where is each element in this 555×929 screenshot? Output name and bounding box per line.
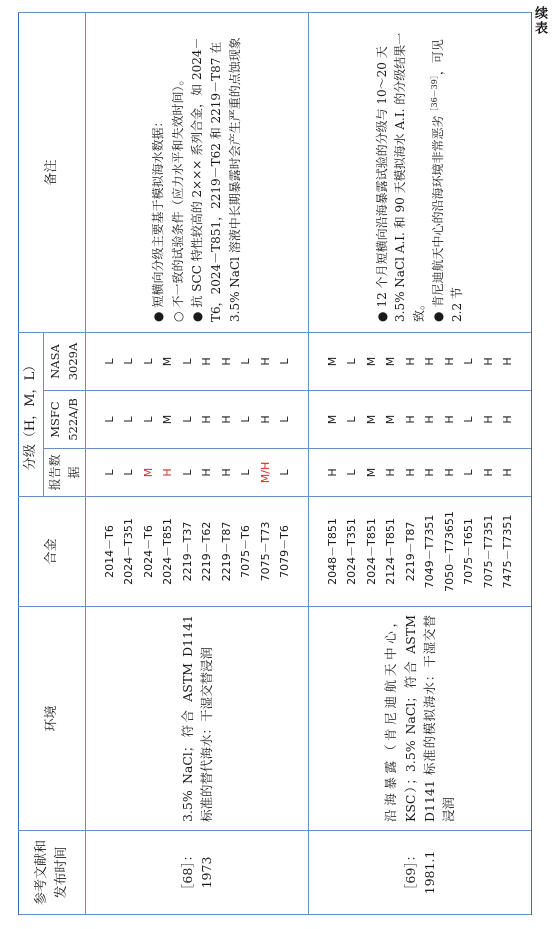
msfc-grade: H bbox=[501, 415, 515, 424]
note-item: ●肯尼迪航天中心的沿海环境非常恶劣$^{[36-39]}$，可见 2.2 节 bbox=[430, 39, 464, 322]
nasa-grade: M bbox=[384, 356, 398, 367]
msfc-grade: L bbox=[141, 416, 155, 423]
alloy-name: 7075－T6 bbox=[239, 525, 253, 578]
report-grade: H bbox=[481, 468, 495, 477]
header-grade: 分级（H，M，L） bbox=[19, 333, 44, 497]
alloy-name: 7075－T7351 bbox=[481, 514, 495, 589]
report-grade: H bbox=[200, 468, 214, 477]
alloy-list bbox=[86, 497, 309, 607]
nasa-grade: H bbox=[481, 357, 495, 366]
alloy-name: 2024－T6 bbox=[141, 525, 155, 578]
nasa-grade: L bbox=[122, 358, 136, 365]
alloy-name: 2048－T851 bbox=[325, 518, 339, 585]
note-item: ○不一致的试验条件（应力水平和失效时间）。 bbox=[170, 73, 185, 322]
report-grade: H bbox=[501, 468, 515, 477]
nasa-grade: H bbox=[258, 357, 272, 366]
alloy-name: 7475－T7351 bbox=[501, 514, 515, 589]
report-grade: L bbox=[122, 469, 136, 476]
continued-table-label: 续表 bbox=[532, 6, 547, 36]
msfc-grade: M bbox=[325, 414, 339, 425]
report-grade: H bbox=[423, 468, 437, 477]
nasa-grade: L bbox=[141, 358, 155, 365]
msfc-grade: L bbox=[180, 416, 194, 423]
alloy-name: 7050－T73651 bbox=[442, 511, 456, 592]
rotated-table-container bbox=[18, 13, 532, 915]
header-msfc: MSFC 522A/B bbox=[44, 391, 86, 449]
msfc-grade: L bbox=[278, 416, 292, 423]
report-grade-list bbox=[86, 449, 309, 497]
note-item: ●短横向分级主要基于模拟海水数据： bbox=[151, 115, 166, 322]
report-grade: L bbox=[462, 469, 476, 476]
alloy-name: 2024－T351 bbox=[122, 518, 136, 585]
msfc-grade-list bbox=[309, 391, 532, 449]
msfc-grade: H bbox=[442, 415, 456, 424]
ref-cell: ［68］：1973 bbox=[86, 831, 309, 915]
bullet-icon: ● bbox=[431, 311, 446, 322]
report-grade: L bbox=[239, 469, 253, 476]
nasa-grade: M bbox=[161, 356, 175, 367]
report-grade: L bbox=[345, 469, 359, 476]
environment-cell: 沿海暴露（肯尼迪航天中心，KSC）；3.5% NaCl；符合 ASTM D1141 标准的模拟海水：干湿交替浸润 bbox=[309, 607, 532, 831]
nasa-grade: M bbox=[364, 356, 378, 367]
citation-superscript: ［36－39］ bbox=[430, 75, 440, 116]
report-grade: H bbox=[325, 468, 339, 477]
report-grade: H bbox=[403, 468, 417, 477]
report-grade-list bbox=[309, 449, 532, 497]
alloy-name: 2219－T62 bbox=[200, 521, 214, 582]
nasa-grade: L bbox=[345, 358, 359, 365]
alloy-name: 7049－T7351 bbox=[423, 514, 437, 589]
report-grade: M bbox=[364, 467, 378, 478]
alloy-name: 7079－T6 bbox=[278, 525, 292, 578]
alloy-name: 2219－T87 bbox=[219, 521, 233, 582]
nasa-grade: H bbox=[442, 357, 456, 366]
alloy-name: 2024－T851 bbox=[364, 518, 378, 585]
bullet-icon: ● bbox=[190, 311, 205, 322]
msfc-grade-list bbox=[86, 391, 309, 449]
header-report: 报告数据 bbox=[44, 449, 86, 497]
report-grade: H bbox=[442, 468, 456, 477]
report-grade: M bbox=[141, 467, 155, 478]
environment-cell: 3.5% NaCl；符合 ASTM D1141 标准的替代海水：干湿交替浸润 bbox=[86, 607, 309, 831]
bullet-icon: ● bbox=[374, 311, 389, 322]
group-row-68 bbox=[86, 13, 309, 915]
msfc-grade: L bbox=[102, 416, 116, 423]
msfc-grade: H bbox=[258, 415, 272, 424]
msfc-grade: M bbox=[161, 414, 175, 425]
header-notes: 备注 bbox=[19, 13, 86, 333]
notes-cell bbox=[86, 13, 309, 333]
report-grade: M/H bbox=[258, 461, 272, 484]
alloy-name: 2219－T87 bbox=[403, 521, 417, 582]
nasa-grade: H bbox=[403, 357, 417, 366]
ref-cell: ［69］：1981.1 bbox=[309, 831, 532, 915]
group-row-69 bbox=[309, 13, 532, 915]
header-nasa: NASA 3029A bbox=[44, 333, 86, 391]
msfc-grade: H bbox=[423, 415, 437, 424]
nasa-grade: L bbox=[180, 358, 194, 365]
grading-table bbox=[18, 12, 532, 915]
nasa-grade: L bbox=[102, 358, 116, 365]
nasa-grade: H bbox=[501, 357, 515, 366]
notes-cell bbox=[309, 13, 532, 333]
report-grade: H bbox=[219, 468, 233, 477]
report-grade: H bbox=[384, 468, 398, 477]
alloy-list bbox=[309, 497, 532, 607]
msfc-grade: M bbox=[384, 414, 398, 425]
note-item: ●抗 SCC 特性较高的 2××× 系列合金，如 2024－T6，2024－T851，2219－T62 和 2219－T87 在 3.5% NaCl 溶液中长期暴露时会产生严重的点蚀现象 bbox=[190, 37, 242, 322]
nasa-grade: L bbox=[239, 358, 253, 365]
alloy-name: 2024－T851 bbox=[161, 518, 175, 585]
report-grade: L bbox=[180, 469, 194, 476]
header-environment: 环境 bbox=[19, 607, 86, 831]
alloy-name: 2014－T6 bbox=[102, 525, 116, 578]
nasa-grade: M bbox=[325, 356, 339, 367]
msfc-grade: M bbox=[364, 414, 378, 425]
msfc-grade: L bbox=[239, 416, 253, 423]
msfc-grade: H bbox=[200, 415, 214, 424]
circle-bullet-icon: ○ bbox=[170, 311, 185, 322]
msfc-grade: L bbox=[122, 416, 136, 423]
report-grade: L bbox=[102, 469, 116, 476]
nasa-grade-list bbox=[309, 333, 532, 391]
msfc-grade: L bbox=[462, 416, 476, 423]
nasa-grade: L bbox=[278, 358, 292, 365]
msfc-grade: H bbox=[219, 415, 233, 424]
nasa-grade: H bbox=[423, 357, 437, 366]
nasa-grade: H bbox=[219, 357, 233, 366]
header-ref: 参考文献和发布时间 bbox=[19, 831, 86, 915]
nasa-grade: H bbox=[200, 357, 214, 366]
alloy-name: 2024－T351 bbox=[345, 518, 359, 585]
note-item: ●12 个月短横向沿海暴露试验的分级与 10～20 天 3.5% NaCl A.I. 和 90 天模拟海水 A.I. 的分级结果一致。 bbox=[374, 32, 426, 322]
alloy-name: 7075－T651 bbox=[462, 518, 476, 585]
bullet-icon: ● bbox=[151, 311, 166, 322]
alloy-name: 2124－T851 bbox=[384, 518, 398, 585]
nasa-grade-list bbox=[86, 333, 309, 391]
msfc-grade: L bbox=[345, 416, 359, 423]
report-grade: H bbox=[161, 468, 175, 477]
report-grade: L bbox=[278, 469, 292, 476]
alloy-name: 2219－T37 bbox=[180, 521, 194, 582]
nasa-grade: L bbox=[462, 358, 476, 365]
msfc-grade: H bbox=[403, 415, 417, 424]
header-alloy: 合金 bbox=[19, 497, 86, 607]
alloy-name: 7075－T73 bbox=[258, 521, 272, 582]
msfc-grade: H bbox=[481, 415, 495, 424]
